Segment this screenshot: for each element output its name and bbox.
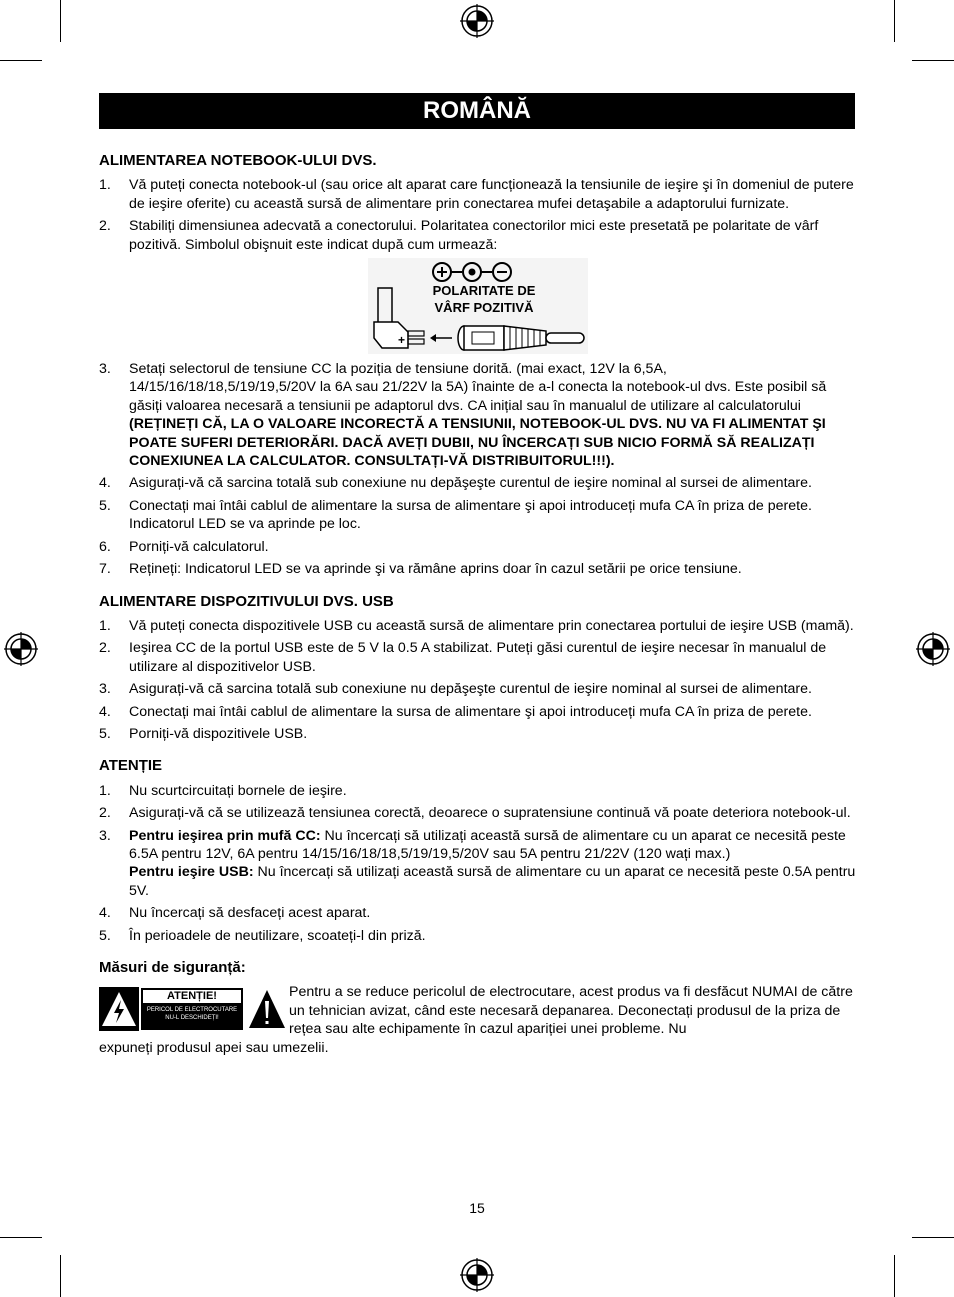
crop-mark bbox=[60, 1255, 61, 1297]
section-title-warning: ATENȚIE bbox=[99, 757, 163, 775]
caution-label-title: ATENȚIE! bbox=[143, 990, 241, 1003]
list-item: 6. Porniți-vă calculatorul. bbox=[99, 538, 269, 555]
polarity-label-line2: VÂRF POZITIVĂ bbox=[434, 300, 533, 316]
lightning-warning-icon bbox=[99, 987, 139, 1031]
warning-list bbox=[99, 782, 856, 945]
list-item: 5. Porniți-vă dispozitivele USB. bbox=[99, 725, 308, 742]
safety-block bbox=[99, 983, 856, 1057]
list-item: 7. Rețineți: Indicatorul LED se va aprinde şi va rămâne aprins doar în cazul setării pe orice tensiune. bbox=[99, 561, 742, 578]
crop-mark bbox=[894, 0, 895, 42]
list-item: 2. Asigurați-vă că se utilizează tensiunea corectă, deoarece o supratensiune continuă vă poate deteriora notebook-ul. bbox=[99, 805, 851, 822]
registration-mark-icon bbox=[4, 632, 38, 666]
crop-mark bbox=[60, 0, 61, 42]
registration-mark-icon bbox=[916, 632, 950, 666]
list-item: 4. Asigurați-vă că sarcina totală sub conexiune nu depăşeşte curentul de ieşire nominal al sursei de alimentare. bbox=[99, 475, 812, 492]
list-item: 4. Conectați mai întâi cablul de alimentare la sursa de alimentare şi apoi introduceți mufa CA în priza de perete. bbox=[99, 703, 812, 720]
crop-mark bbox=[912, 1237, 954, 1238]
list-item: 3. Pentru ieşirea prin mufă CC: Nu încercați să utilizați această sursă de alimentare cu un aparat ce necesită peste 6.5A pentru 12V, 6A pentru 14/15/16/18/18,5/19/19,5/20V sau 5A pentru 21/22V (120 wați max.) Pentru ieşire USB: Nu încercați să utilizați această sursă de alimentare cu un aparat ce necesită peste 0.5A pentru 5V. bbox=[99, 827, 856, 899]
list-item: 3. Setați selectorul de tensiune CC la poziția de tensiune dorită. (mai exact, 12V la 6,5A, 14/15/16/18/18,5/19/19,5/20V la 6A sau 21/22V la 5A) înainte de a-l conecta la notebook-ul dvs. Este posibil să găsiți valoarea necesară a tensiunii pe adaptorul dvs. CA inițial sau în manualul de utilizare al calculatorului (REȚINEȚI CĂ, LA O VALOARE INCORECTĂ A TENSIUNII, NOTEBOOK-UL DVS. NU VA FI ALIMENTAT ŞI POATE SUFERI DETERIORĂRI. DACĂ AVEȚI DUBII, NU ÎNCERCAȚI SUB NICIO FORMĂ SĂ REALIZAȚI CONEXIUNEA LA CALCULATOR. CONSULTAȚI-VĂ DISTRIBUITORUL!!!). bbox=[99, 361, 827, 470]
document-body bbox=[99, 152, 856, 1057]
crop-mark bbox=[912, 60, 954, 61]
list-item: 5. Conectați mai întâi cablul de alimentare la sursa de alimentare şi apoi introduceți mufa CA în priza de perete. Indicatorul LED se va aprinde pe loc. bbox=[99, 497, 812, 533]
list-item: 1. Vă puteți conecta dispozitivele USB cu această sursă de alimentare prin conectarea portului de ieşire USB (mamă). bbox=[99, 617, 854, 634]
list-item: 1. Nu scurtcircuitați bornele de ieşire. bbox=[99, 782, 347, 799]
safety-icons bbox=[99, 987, 289, 1035]
list-item: 3. Asigurați-vă că sarcina totală sub conexiune nu depăşeşte curentul de ieşire nominal al sursei de alimentare. bbox=[99, 681, 812, 698]
list-item: 2. Ieşirea CC de la portul USB este de 5 V la 0.5 A stabilizat. Puteți găsi curentul de ieşire necesar în manualul de utilizare al dispozitivelor USB. bbox=[99, 640, 827, 675]
registration-mark-icon bbox=[460, 4, 494, 38]
polarity-label-line1: POLARITATE DE bbox=[432, 283, 535, 299]
page-number: 15 bbox=[469, 1200, 485, 1216]
registration-mark-icon bbox=[460, 1258, 494, 1292]
page-title: ROMÂNĂ bbox=[99, 93, 855, 129]
usb-instructions bbox=[99, 617, 856, 743]
list-item: 2. Stabiliți dimensiunea adecvată a conectorului. Polaritatea conectorilor mici este presetată pe polaritate de vârf pozitivă. Simbolul obişnuit este indicat după cum urmează: bbox=[99, 218, 819, 253]
crop-mark bbox=[0, 1237, 42, 1238]
notebook-instructions-continued bbox=[99, 360, 856, 578]
crop-mark bbox=[0, 60, 42, 61]
safety-text: Pentru a se reduce pericolul de electrocutare, acest produs va fi desfăcut NUMAI de către un tehnician avizat, când este necesară depanarea. Deconectați produsul de la priza de rețea sau alte echipamente în cazul apariției unei probleme. Nu bbox=[289, 984, 853, 1038]
list-item: 5. În perioadele de neutilizare, scoateți-l din priză. bbox=[99, 927, 426, 944]
list-item: 4. Nu încercați să desfaceți acest aparat. bbox=[99, 905, 371, 922]
section-title-notebook: ALIMENTAREA NOTEBOOK-ULUI DVS. bbox=[99, 152, 377, 169]
crop-mark bbox=[894, 1255, 895, 1297]
section-title-safety: Măsuri de siguranță: bbox=[99, 959, 246, 976]
safety-text-last: expuneți produsul apei sau umezelii. bbox=[99, 1039, 329, 1056]
caution-label-line2: NU-L DESCHIDEȚI! bbox=[165, 1015, 219, 1022]
exclamation-warning-icon bbox=[247, 987, 287, 1031]
caution-label-line1: PERICOL DE ELECTROCUTARE bbox=[146, 1007, 238, 1014]
section-title-usb: ALIMENTARE DISPOZITIVULUI DVS. USB bbox=[99, 592, 394, 610]
polarity-diagram-icon bbox=[368, 258, 588, 354]
svg-text:+: + bbox=[397, 333, 405, 348]
list-item: 1. Vă puteți conecta notebook-ul (sau orice alt aparat care funcționează la tensiunile de ieşire şi în domeniul de putere de ieşire oferite) cu această sursă de alimentare prin conectarea mufei detaşabile a adaptorului furnizate. bbox=[99, 177, 854, 212]
caution-label bbox=[141, 988, 243, 1030]
notebook-instructions bbox=[99, 176, 856, 254]
polarity-figure bbox=[99, 258, 856, 354]
